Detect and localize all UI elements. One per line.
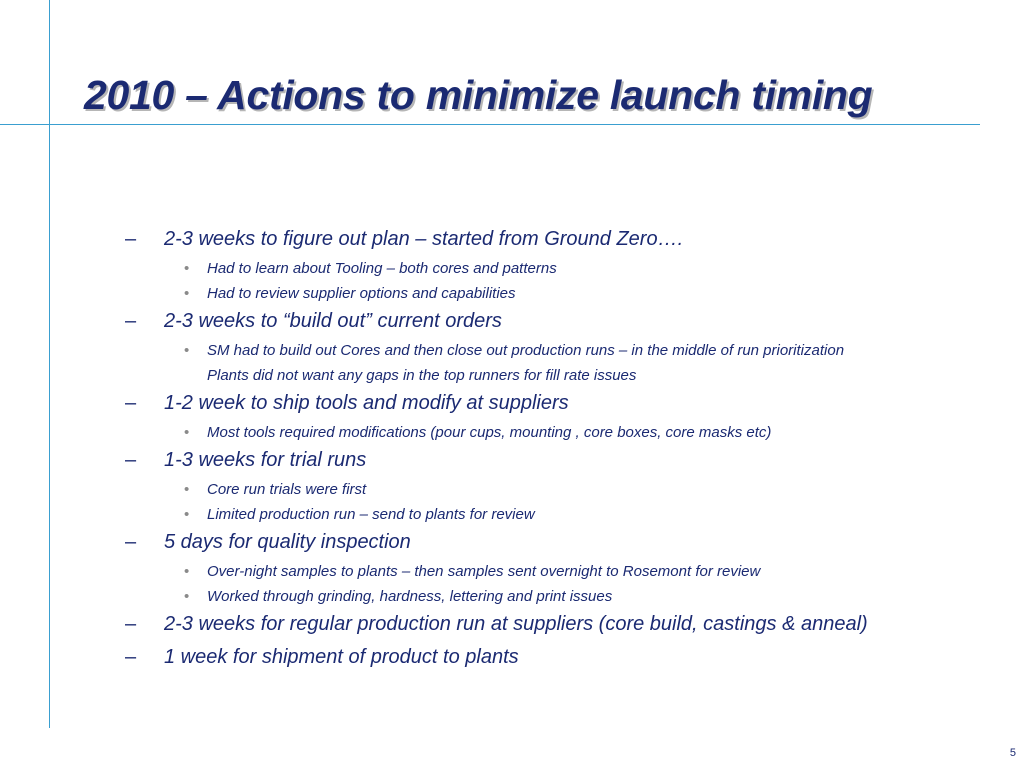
item-text: 1-3 weeks for trial runs xyxy=(164,449,367,471)
dot-bullet: • xyxy=(184,342,190,359)
item-text: Most tools required modifications (pour cups, mounting , core boxes, core masks etc) xyxy=(207,424,772,441)
dot-bullet: • xyxy=(184,506,190,523)
dash-bullet: – xyxy=(125,449,137,471)
item-text: 5 days for quality inspection xyxy=(164,531,411,553)
item-text: Core run trials were first xyxy=(207,481,367,498)
dash-bullet: – xyxy=(125,228,137,250)
dash-bullet: – xyxy=(125,392,137,414)
item-text: 2-3 weeks to figure out plan – started from Ground Zero…. xyxy=(164,228,684,250)
left-vertical-rule xyxy=(49,0,50,728)
dot-bullet: • xyxy=(184,481,190,498)
item-text: Worked through grinding, hardness, lettering and print issues xyxy=(207,588,613,605)
item-text: Limited production run – send to plants for review xyxy=(207,506,535,523)
item-text: 1 week for shipment of product to plants xyxy=(164,646,519,668)
dash-bullet: – xyxy=(125,646,137,668)
slide-title: 2010 – Actions to minimize launch timing xyxy=(84,72,873,118)
page-number: 5 xyxy=(1009,747,1016,759)
title-underline-rule xyxy=(0,124,980,125)
dot-bullet: • xyxy=(184,588,190,605)
item-text: Plants did not want any gaps in the top runners for fill rate issues xyxy=(207,367,637,384)
item-text: SM had to build out Cores and then close out production runs – in the middle of run prioritization xyxy=(207,342,845,359)
dot-bullet: • xyxy=(184,424,190,441)
dot-bullet: • xyxy=(184,563,190,580)
dot-bullet: • xyxy=(184,285,190,302)
item-text: 2-3 weeks for regular production run at suppliers (core build, castings & anneal) xyxy=(164,613,868,635)
dash-bullet: – xyxy=(125,310,137,332)
dash-bullet: – xyxy=(125,531,137,553)
item-text: Had to review supplier options and capabilities xyxy=(207,285,516,302)
item-text: Had to learn about Tooling – both cores and patterns xyxy=(207,260,557,277)
item-text: 2-3 weeks to “build out” current orders xyxy=(164,310,502,332)
dash-bullet: – xyxy=(125,613,137,635)
item-text: 1-2 week to ship tools and modify at suppliers xyxy=(164,392,569,414)
dot-bullet: • xyxy=(184,260,190,277)
item-text: Over-night samples to plants – then samples sent overnight to Rosemont for review xyxy=(207,563,761,580)
